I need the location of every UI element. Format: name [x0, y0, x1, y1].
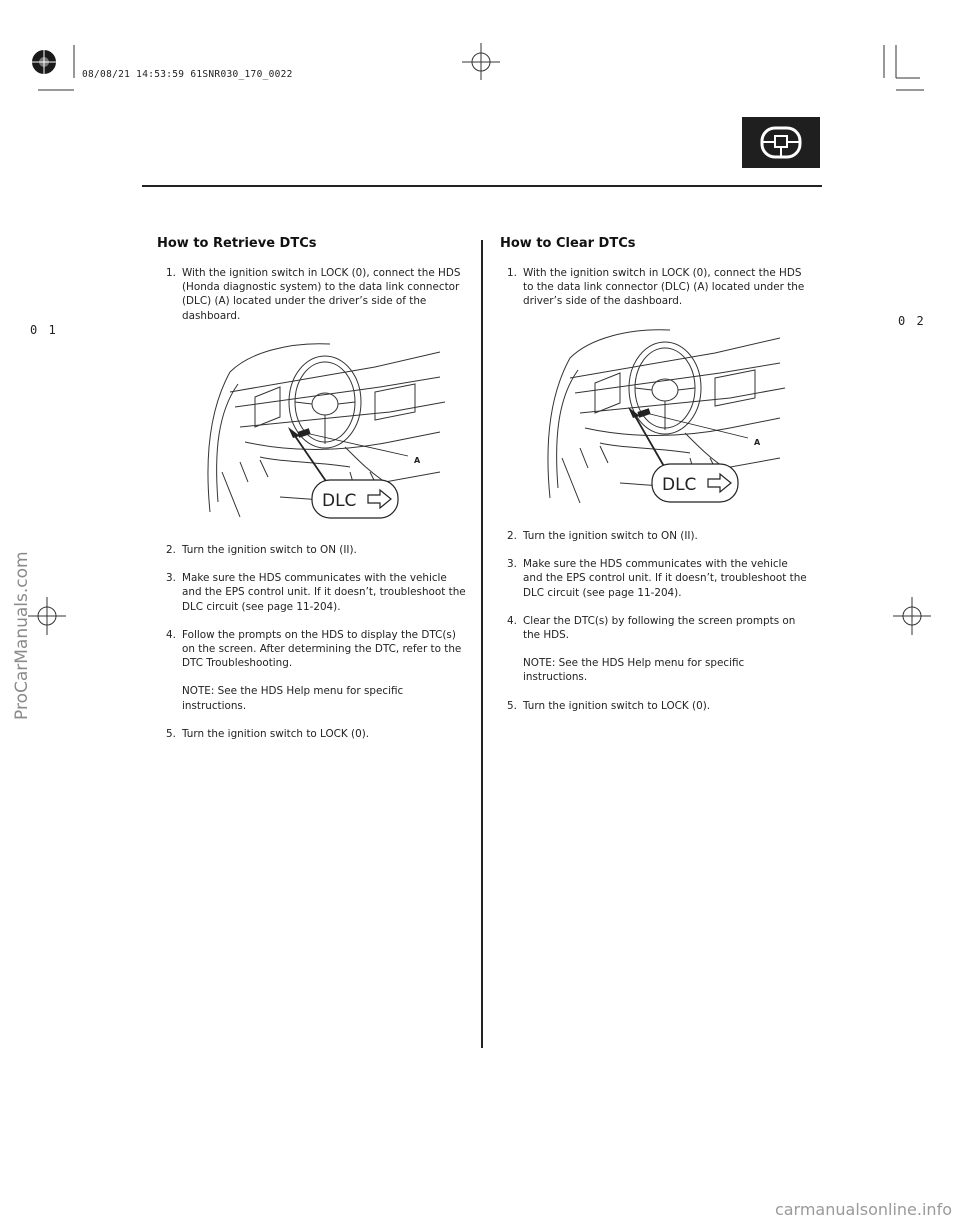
- dlc-label: DLC: [322, 491, 357, 511]
- list-item: 1. With the ignition switch in LOCK (0), connect the HDS to the data link connector (DLC) (A) located under the driver’s side of the dashboard.: [507, 267, 805, 308]
- clear-steps-part1: [507, 266, 807, 323]
- margin-code-left: 0 1: [30, 323, 58, 337]
- callout-a: A: [414, 456, 421, 465]
- header-rule: [142, 185, 822, 187]
- list-item: 5. Turn the ignition switch to LOCK (0).: [166, 727, 370, 740]
- margin-code-right: 0 2: [898, 314, 926, 328]
- steering-wheel-icon: [742, 117, 820, 168]
- dlc-connector-icon: [297, 428, 310, 437]
- column-divider: [481, 240, 483, 1048]
- list-item: 3. Make sure the HDS communicates with the vehicle and the EPS control unit. If it doesn’t, troubleshoot the DLC circuit (see page 11-204).: [166, 572, 466, 613]
- retrieve-steps-part1: [166, 266, 466, 337]
- callout-a: A: [754, 438, 761, 447]
- list-item: 2. Turn the ignition switch to ON (II).: [507, 530, 698, 542]
- retrieve-steps-part2: [166, 543, 466, 755]
- clear-dtcs-heading: How to Clear DTCs: [500, 236, 636, 251]
- list-item: 4. Follow the prompts on the HDS to display the DTC(s) on the screen. After determining the DTC, refer to the DTC Troubleshooting. NOTE: See the HDS Help menu for specific instructions.: [166, 628, 462, 712]
- footer-watermark: carmanualsonline.info: [774, 1200, 952, 1219]
- list-item: 4. Clear the DTC(s) by following the screen prompts on the HDS. NOTE: See the HDS Help menu for specific instructions.: [507, 614, 796, 684]
- retrieve-dtcs-heading: How to Retrieve DTCs: [157, 236, 317, 251]
- section-tab: [742, 117, 820, 168]
- list-item: 5. Turn the ignition switch to LOCK (0).: [507, 699, 711, 712]
- registration-target-icon: [28, 46, 60, 78]
- dlc-label: DLC: [662, 475, 697, 495]
- print-timestamp: 08/08/21 14:53:59 61SNR030_170_0022: [82, 69, 293, 80]
- list-item: 2. Turn the ignition switch to ON (II).: [166, 544, 357, 556]
- dlc-location-figure-right: [540, 318, 790, 508]
- side-watermark: ProCarManuals.com: [12, 551, 32, 720]
- list-item: 3. Make sure the HDS communicates with the vehicle and the EPS control unit. If it doesn’t, troubleshoot the DLC circuit (see page 11-204).: [507, 558, 807, 599]
- list-item: 1. With the ignition switch in LOCK (0), connect the HDS (Honda diagnostic system) to the data link connector (DLC) (A) located under the driver’s side of the dashboard.: [166, 267, 461, 322]
- dlc-location-figure-left: [200, 332, 450, 522]
- clear-steps-part2: [507, 529, 807, 727]
